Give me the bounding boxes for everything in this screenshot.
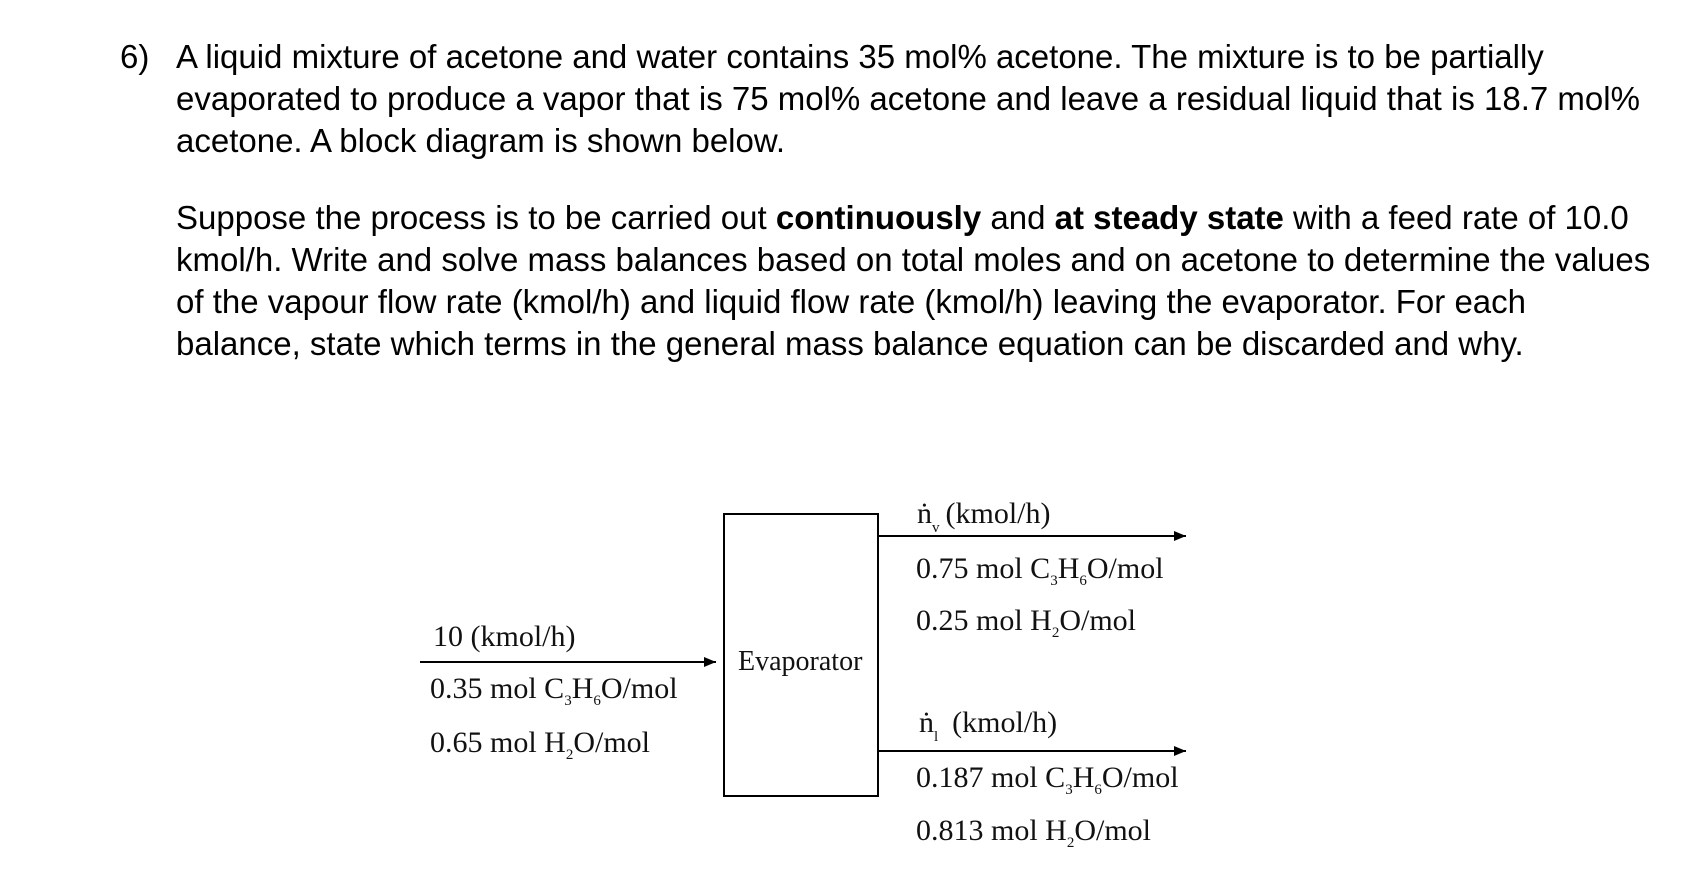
liquid-acetone-value: 0.187 (916, 761, 984, 794)
vapor-rate-label: ṅ$_v$ (kmol/h) (917, 497, 1051, 536)
vapor-water-label: 0.25 mol $H_2O$/mol (916, 604, 1137, 641)
feed-water-value: 0.65 (430, 726, 483, 759)
paragraph-2-text-b: and (981, 199, 1055, 236)
question-paragraph-1: A liquid mixture of acetone and water contains 35 mol% acetone. The mixture is to be partially evaporated to produce a vapor that is 75 mol% acetone and leave a residual liquid that is 18.7 mol% acetone. A block diagram is shown below. (176, 38, 1640, 159)
vapor-acetone-label: 0.75 mol $C_3H_6O$/mol (916, 552, 1164, 589)
evaporator-label: Evaporator (738, 646, 863, 677)
liquid-water-label: 0.813 mol $H_2O$/mol (916, 814, 1152, 851)
bold-steady-state: at steady state (1054, 199, 1284, 236)
feed-water-label: 0.65 mol $H_2O$/mol (430, 726, 651, 763)
feed-acetone-value: 0.35 (430, 672, 483, 705)
liquid-rate-label: ṅ$_l$ (kmol/h) (919, 706, 1058, 745)
paragraph-2-text-a: Suppose the process is to be carried out (176, 199, 776, 236)
feed-acetone-label: 0.35 mol $C_3H_6O$/mol (430, 672, 678, 709)
bold-continuously: continuously (775, 199, 982, 236)
vapor-water-value: 0.25 (916, 604, 969, 637)
question-number: 6) (120, 38, 150, 75)
feed-rate-label: 10 (kmol/h) (433, 620, 576, 653)
vapor-acetone-value: 0.75 (916, 552, 969, 585)
liquid-acetone-label: 0.187 mol $C_3H_6O$/mol (916, 761, 1179, 798)
liquid-water-value: 0.813 (916, 814, 984, 847)
paragraph-2-text-c: with a feed rate of 10.0 kmol/h. Write and solve mass balances based on total moles and on acetone to determine the values of the vapour flow rate (kmol/h) and liquid flow rate (kmol/h) leaving the evaporator. For each balance, state which terms in the general mass balance equation can be discarded and why. (176, 199, 1651, 362)
